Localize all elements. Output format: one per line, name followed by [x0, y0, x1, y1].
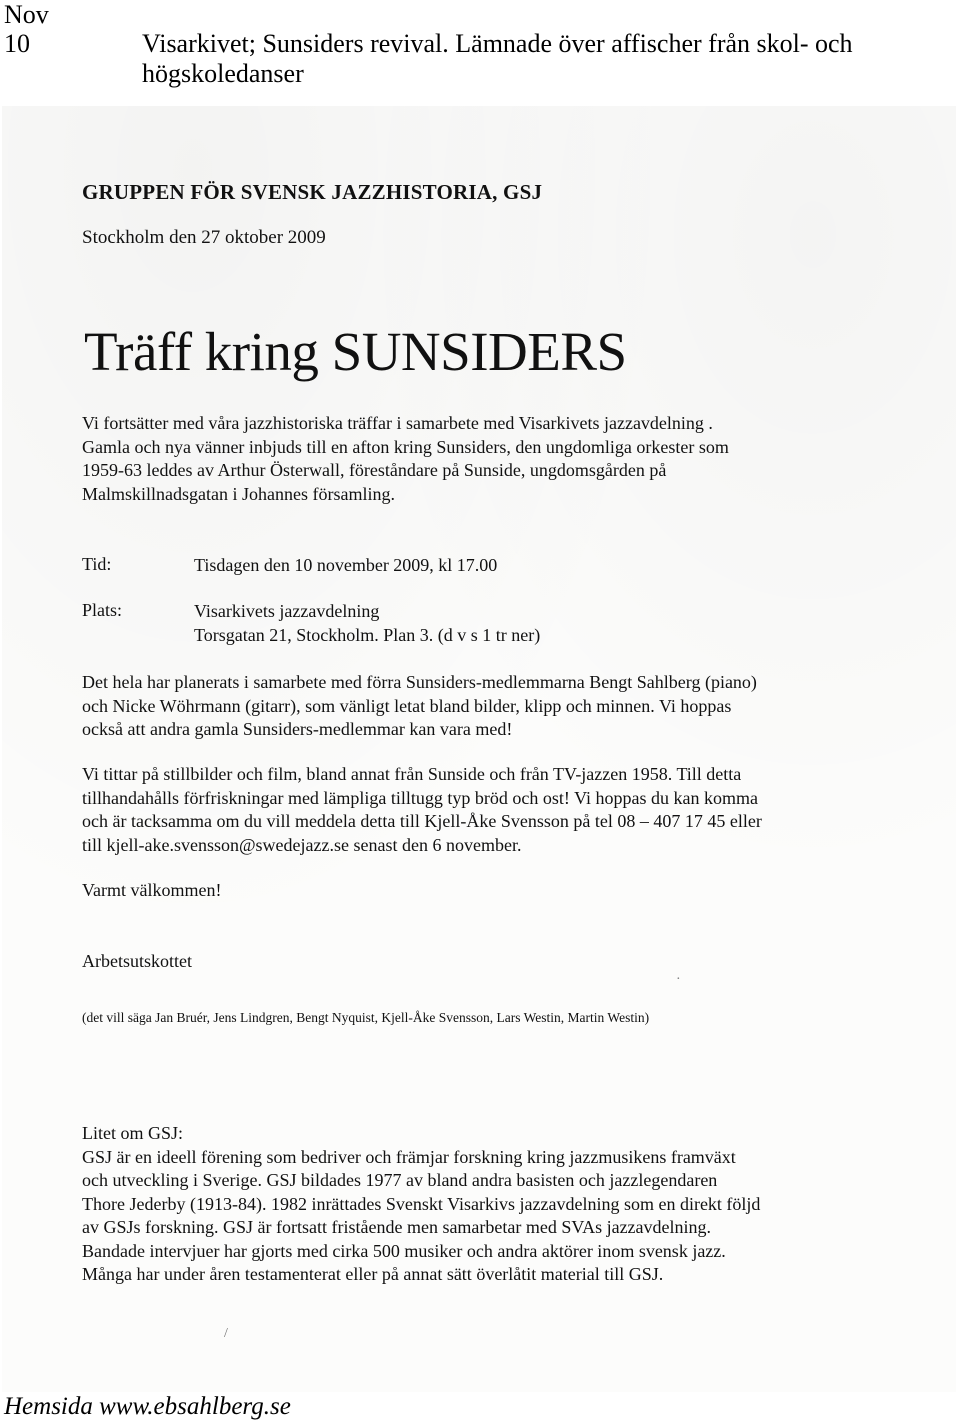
- footer-homepage: Hemsida www.ebsahlberg.se: [4, 1393, 291, 1420]
- text-line: och Nicke Wöhrmann (gitarr), som vänligt letat bland bilder, klipp och minnen. Vi hoppas: [82, 695, 732, 716]
- text-line: tillhandahålls förfriskningar med lämpliga tilltugg typ bröd och ost! Vi hoppas du kan komma: [82, 787, 758, 808]
- date-day: 10: [4, 29, 30, 58]
- text-line: Vi fortsätter med våra jazzhistoriska träffar i samarbete med Visarkivets jazzavdelning .: [82, 413, 713, 433]
- text-line: Det hela har planerats i samarbete med förra Sunsiders-medlemmarna Bengt Sahlberg (piano): [82, 672, 757, 692]
- text-line: Bandade intervjuer har gjorts med cirka 500 musiker och andra aktörer inom svensk jazz.: [82, 1240, 726, 1261]
- signature-committee: Arbetsutskottet: [82, 951, 192, 971]
- text-line: Visarkivets jazzavdelning: [194, 601, 380, 621]
- entry-title: Visarkivet; Sunsiders revival. Lämnade över affischer från skol- och högskoledanser: [142, 29, 853, 88]
- organization-name: GRUPPEN FÖR SVENSK JAZZHISTORIA, GSJ: [82, 180, 543, 204]
- text-line: till kjell-ake.svensson@swedejazz.se senast den 6 november.: [82, 834, 522, 855]
- scan-speck: /: [224, 1326, 228, 1341]
- text-line: Tisdagen den 10 november 2009, kl 17.00: [194, 555, 498, 575]
- text-line: av GSJs forskning. GSJ är fortsatt fristående men samarbetar med SVAs jazzavdelning.: [82, 1217, 712, 1237]
- committee-members: (det vill säga Jan Bruér, Jens Lindgren, Bengt Nyquist, Kjell-Åke Svensson, Lars Westin, Martin Westin): [82, 1010, 650, 1025]
- text-line: och utveckling i Sverige. GSJ bildades 1977 av bland andra basisten och jazzlegendaren: [82, 1170, 718, 1190]
- text-line: Thore Jederby (1913-84). 1982 inrättades Svenskt Visarkivs jazzavdelning som en direkt följd: [82, 1193, 761, 1214]
- intro-paragraph: [82, 412, 729, 506]
- text-line: Gamla och nya vänner inbjuds till en afton kring Sunsiders, den ungdomliga orkester som: [82, 436, 729, 457]
- about-gsj-paragraph: [82, 1122, 760, 1287]
- time-label: Tid:: [82, 554, 112, 574]
- text-line: Litet om GSJ:: [82, 1123, 184, 1143]
- time-value: [194, 554, 497, 578]
- text-line: GSJ är en ideell förening som bedriver och främjar forskning kring jazzmusikens framväxt: [82, 1146, 736, 1167]
- scan-speck: ·: [676, 972, 681, 987]
- text-line: Torsgatan 21, Stockholm. Plan 3. (d v s 1 tr ner): [194, 624, 541, 645]
- letter-headline: Träff kring SUNSIDERS: [84, 321, 627, 382]
- welcome-greeting: Varmt välkommen!: [82, 880, 222, 900]
- text-line: 1959-63 leddes av Arthur Österwall, föreståndare på Sunside, ungdomsgården på: [82, 460, 667, 480]
- text-line: Vi tittar på stillbilder och film, bland annat från Sunside och från TV-jazzen 1958. Till detta: [82, 764, 742, 784]
- program-paragraph: [82, 763, 762, 857]
- text-line: också att andra gamla Sunsiders-medlemmar kan vara med!: [82, 719, 513, 739]
- date-month: Nov: [4, 0, 49, 29]
- place-value: [194, 600, 540, 647]
- place-label: Plats:: [82, 600, 123, 620]
- text-line: och är tacksamma om du vill meddela detta till Kjell-Åke Svensson på tel 08 – 407 17 45 eller: [82, 811, 762, 831]
- text-line: Många har under åren testamenterat eller på annat sätt överlåtit material till GSJ.: [82, 1264, 664, 1284]
- scanned-letter: [2, 106, 956, 1392]
- text-line: Malmskillnadsgatan i Johannes församling.: [82, 483, 395, 504]
- planning-paragraph: [82, 671, 757, 742]
- letter-date: Stockholm den 27 oktober 2009: [82, 227, 326, 248]
